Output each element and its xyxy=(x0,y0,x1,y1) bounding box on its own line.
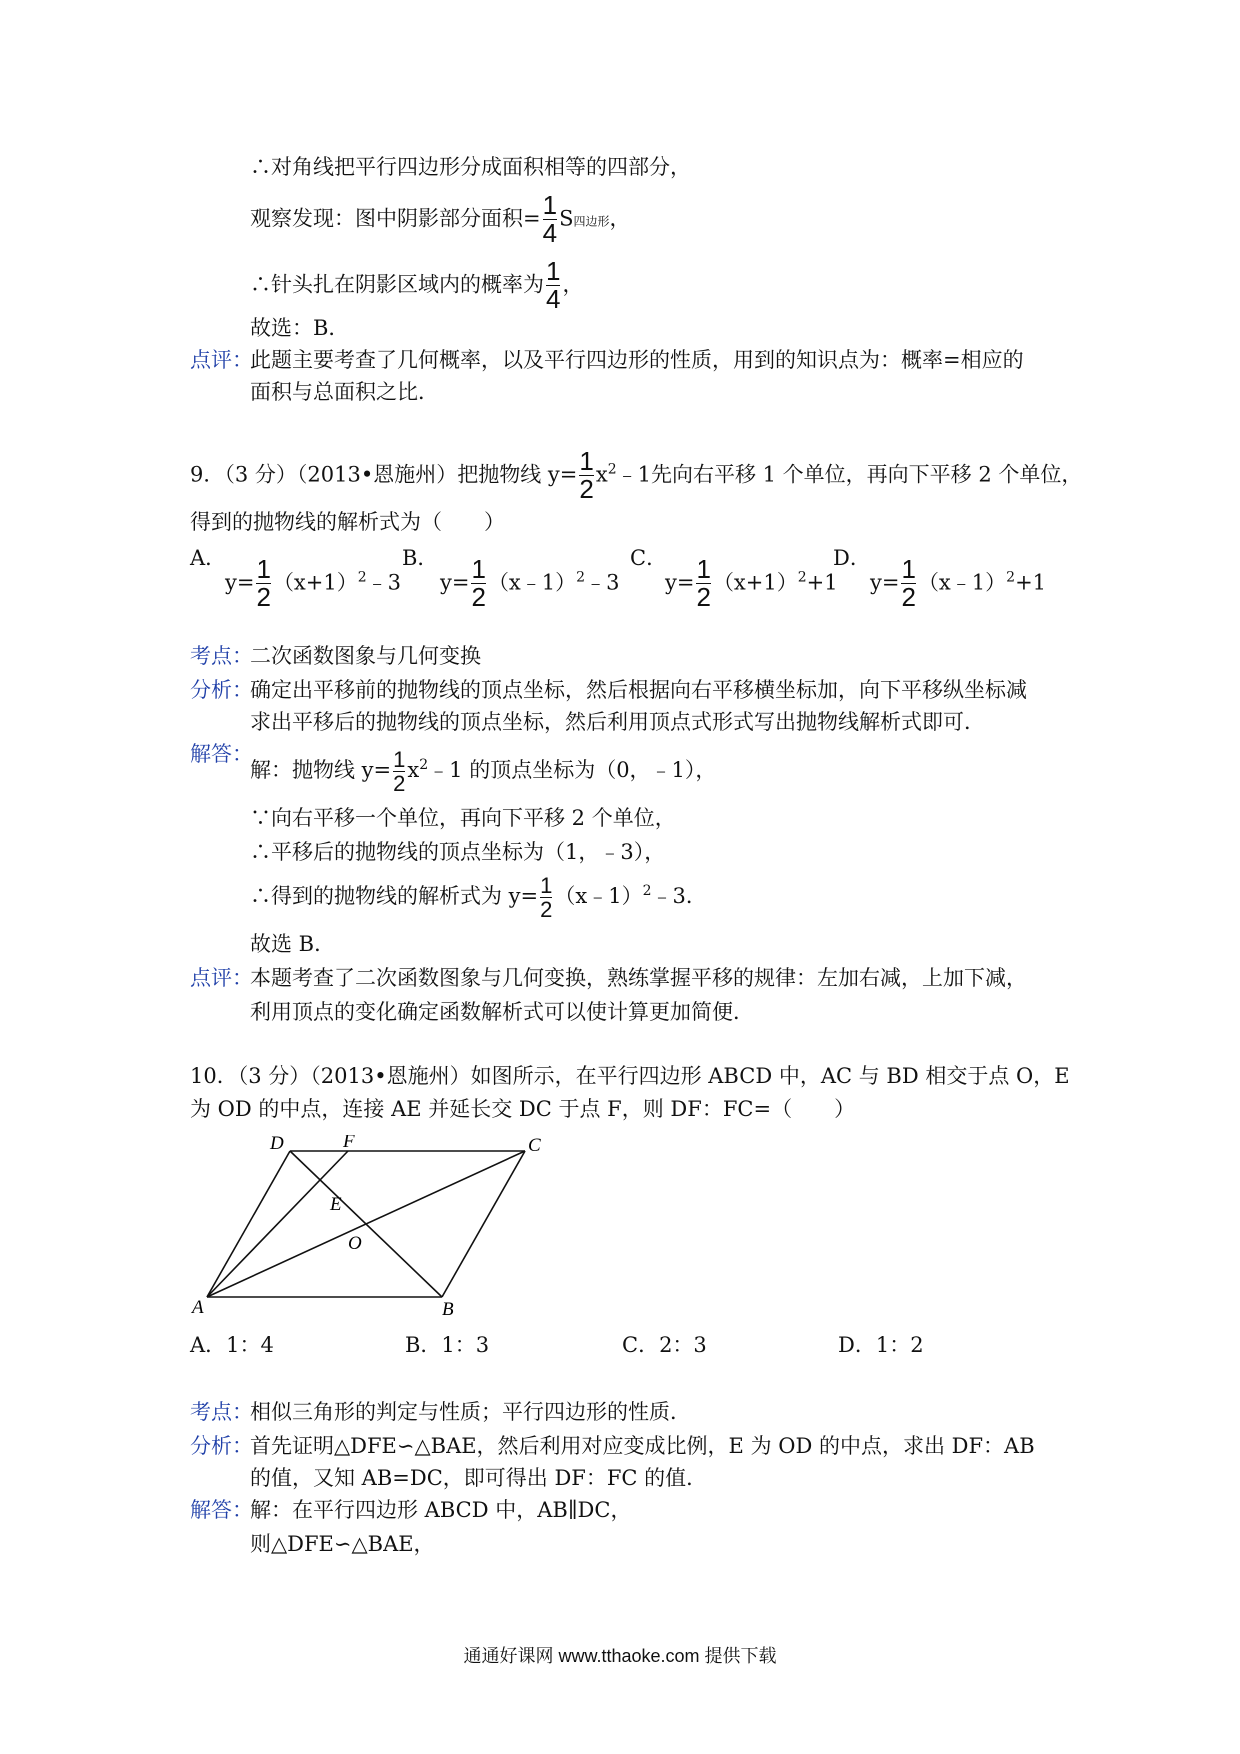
kaodian-text: 二次函数图象与几何变换 xyxy=(250,644,481,668)
fraction: $\frac{1}{4}$ xyxy=(542,190,558,249)
jieda-line: ∵向右平移一个单位，再向下平移 2 个单位， xyxy=(250,806,676,830)
fenxi-text: 首先证明△DFE∽△BAE，然后利用对应变成比例，E 为 OD 的中点，求出 DF：AB xyxy=(250,1434,1035,1458)
jieda-line: ∴得到的抛物线的解析式为 y= $\frac{1}{2}$ （x﹣1）$^2$﹣3． xyxy=(250,873,707,923)
fraction: $\frac{1}{2}$ xyxy=(579,446,594,505)
fraction: $\frac{1}{2}$ xyxy=(393,747,406,797)
question-9-stem: 得到的抛物线的解析式为（ ） xyxy=(190,510,505,534)
page-footer: 通通好课网 www.tthaoke.com 提供下载 xyxy=(463,1646,777,1666)
diagonal-bd xyxy=(290,1151,442,1297)
fenxi-label: 分析： xyxy=(190,1434,253,1458)
side-cb xyxy=(442,1151,525,1297)
option-d-formula: y= $\frac{1}{2}$ （x﹣1）$^2$+1 xyxy=(870,554,1047,613)
option-c[interactable]: C．2：3 xyxy=(622,1333,707,1357)
jieda-line: 解：抛物线 y= $\frac{1}{2}$ $x^2﹣1$ 的顶点坐标为（0，﹣1）， xyxy=(250,747,717,797)
jieda-line: 则△DFE∽△BAE， xyxy=(250,1532,435,1556)
fenxi-text: 确定出平移前的抛物线的顶点坐标，然后根据向右平移横坐标加，向下平移纵坐标减 xyxy=(250,678,1027,702)
option-b[interactable]: B． xyxy=(402,546,439,570)
jieda-line: ∴平移后的抛物线的顶点坐标为（1，﹣3）， xyxy=(250,840,666,864)
option-a-formula: y= $\frac{1}{2}$ $(x+1)^2﹣3$ xyxy=(225,554,402,613)
jieda-line: 解：在平行四边形 ABCD 中，AB∥DC， xyxy=(250,1498,632,1522)
fraction: $\frac{1}{2}$ xyxy=(696,554,711,613)
fenxi-text: 求出平移后的抛物线的顶点坐标，然后利用顶点式形式写出抛物线解析式即可． xyxy=(250,710,985,734)
label-d: D xyxy=(270,1135,284,1154)
solution-line: ∴对角线把平行四边形分成面积相等的四部分， xyxy=(250,155,691,179)
comment-text: 此题主要考查了几何概率，以及平行四边形的性质，用到的知识点为：概率=相应的 xyxy=(250,348,1024,372)
kaodian-label: 考点： xyxy=(190,1400,253,1424)
fenxi-text: 的值，又知 AB=DC，即可得出 DF：FC 的值． xyxy=(250,1466,708,1490)
option-c-formula: y= $\frac{1}{2}$ $(x+1)^2+1$ xyxy=(665,554,838,613)
parallelogram-figure xyxy=(180,1135,550,1315)
option-b[interactable]: B．1：3 xyxy=(405,1333,490,1357)
option-d[interactable]: D． xyxy=(833,546,871,570)
fraction: $\frac{1}{4}$ xyxy=(546,256,561,315)
question-9-stem: 9．（3 分）（2013•恩施州）把抛物线 y= $\frac{1}{2}$ $x^2﹣1$先向右平移 1 个单位，再向下平移 2 个单位， xyxy=(190,446,1083,505)
kaodian-label: 考点： xyxy=(190,644,253,668)
dianping-text: 利用顶点的变化确定函数解析式可以使计算更加简便． xyxy=(250,1000,754,1024)
fraction: $\frac{1}{2}$ xyxy=(471,554,486,613)
solution-line: 故选：B． xyxy=(250,316,350,340)
jieda-label: 解答： xyxy=(190,1498,253,1522)
option-a[interactable]: A． xyxy=(190,546,227,570)
fraction: $\frac{1}{2}$ xyxy=(256,554,271,613)
option-c[interactable]: C． xyxy=(630,546,668,570)
kaodian-text: 相似三角形的判定与性质；平行四边形的性质． xyxy=(250,1400,691,1424)
option-b-formula: y= $\frac{1}{2}$ （x﹣1）$^2$﹣3 xyxy=(440,554,620,613)
label-b: B xyxy=(442,1299,454,1315)
solution-line: ∴针头扎在阴影区域内的概率为 $\frac{1}{4}$ ， xyxy=(250,256,584,315)
dianping-label: 点评： xyxy=(190,966,253,990)
comment-label: 点评： xyxy=(190,348,253,372)
dianping-text: 本题考查了二次函数图象与几何变换，熟练掌握平移的规律：左加右减，上加下减， xyxy=(250,966,1027,990)
jieda-line: 故选 B． xyxy=(250,932,336,956)
comment-text: 面积与总面积之比． xyxy=(250,380,439,404)
question-10-stem: 10．（3 分）（2013•恩施州）如图所示，在平行四边形 ABCD 中，AC 与 BD 相交于点 O，E xyxy=(190,1064,1070,1088)
jieda-label: 解答： xyxy=(190,742,253,766)
label-a: A xyxy=(192,1297,204,1315)
solution-line: 观察发现：图中阴影部分面积= $\frac{1}{4}$ S四边形， xyxy=(250,190,631,249)
label-e: E xyxy=(330,1194,342,1215)
fraction: $\frac{1}{2}$ xyxy=(901,554,916,613)
option-d[interactable]: D．1：2 xyxy=(838,1333,924,1357)
question-10-stem: 为 OD 的中点，连接 AE 并延长交 DC 于点 F，则 DF：FC=（ ） xyxy=(190,1097,856,1121)
fenxi-label: 分析： xyxy=(190,678,253,702)
fraction: $\frac{1}{2}$ xyxy=(540,873,553,923)
label-c: C xyxy=(528,1135,541,1156)
label-f: F xyxy=(343,1135,355,1152)
option-a[interactable]: A．1：4 xyxy=(190,1333,274,1357)
label-o: O xyxy=(348,1233,362,1254)
